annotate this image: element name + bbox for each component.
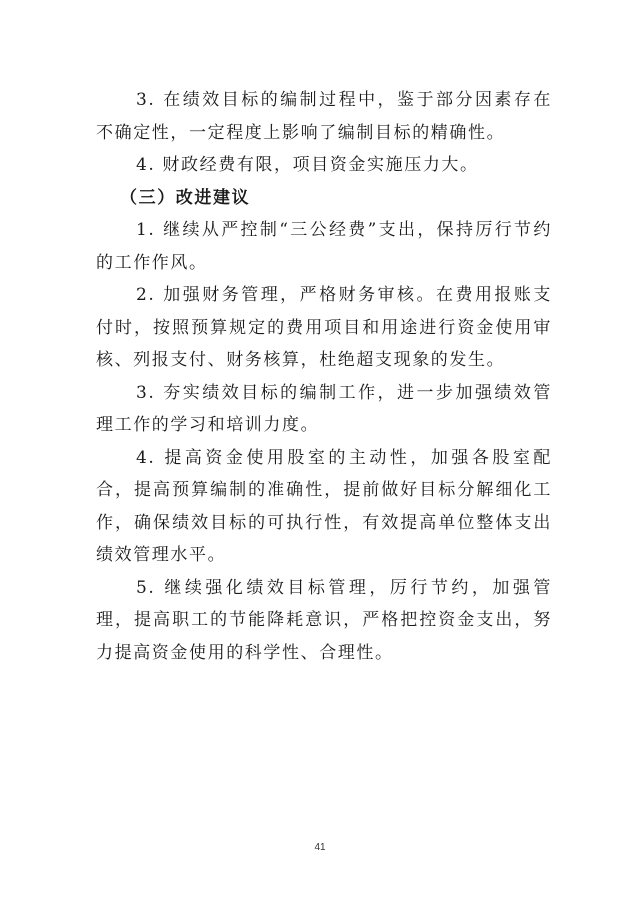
section-heading-improvement: （三）改进建议 — [120, 187, 251, 208]
paragraph-suggestion-2: 2. 加强财务管理，严格财务审核。在费用报账支付时，按照预算规定的费用项目和用途进行资金使用审核、列报支付、财务核算，杜绝超支现象的发生。 — [96, 285, 552, 370]
document-body — [96, 84, 552, 669]
paragraph-difficulty-3: 3. 在绩效目标的编制过程中，鉴于部分因素存在不确定性，一定程度上影响了编制目标的精确性。 — [96, 90, 552, 143]
paragraph-suggestion-3: 3. 夯实绩效目标的编制工作，进一步加强绩效管理工作的学习和培训力度。 — [96, 382, 552, 435]
page-number: 41 — [314, 842, 326, 853]
paragraph-suggestion-1: 1. 继续从严控制“三公经费”支出，保持厉行节约的工作作风。 — [96, 220, 552, 273]
paragraph-suggestion-5: 5. 继续强化绩效目标管理，厉行节约，加强管理，提高职工的节能降耗意识，严格把控资金支出，努力提高资金使用的科学性、合理性。 — [96, 577, 552, 663]
paragraph-suggestion-4: 4. 提高资金使用股室的主动性，加强各股室配合，提高预算编制的准确性，提前做好目标分解细化工作，确保绩效目标的可执行性，有效提高单位整体支出绩效管理水平。 — [96, 447, 552, 565]
paragraph-difficulty-4: 4. 财政经费有限，项目资金实施压力大。 — [136, 155, 479, 175]
